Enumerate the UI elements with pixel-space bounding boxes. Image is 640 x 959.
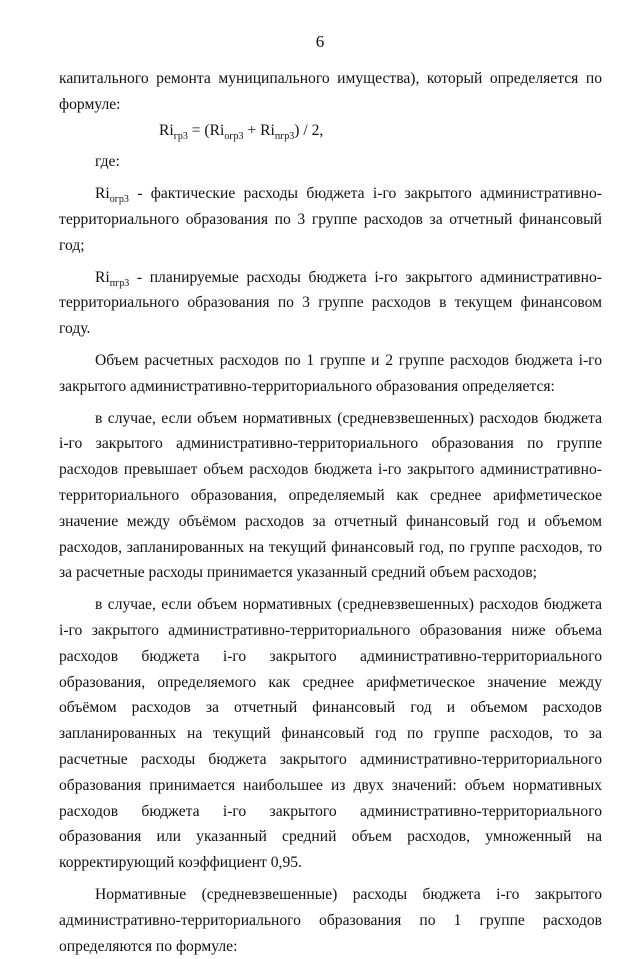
page-number: 6: [315, 32, 325, 51]
paragraph-normative: Нормативные (средневзвешенные) расходы бюджета i-го закрытого административно-территориального образования по 1 группе расходов определяются по формуле:: [59, 885, 602, 955]
def-text: - планируемые расходы бюджета i-го закрытого административно-территориального образования по 3 группе расходов в текущем финансовом году.: [59, 268, 602, 338]
paragraph-case-below: в случае, если объем нормативных (средневзвешенных) расходов бюджета i-го закрытого административно-территориального образования ниже объема расходов бюджета i-го закрытого административно-территориального образования, определяемого как среднее арифметическое значение между объёмом расходов за отчетный финансовый год и объемом расходов запланированных на текущий финансовый год по группе расходов, то за расчетные расходы бюджета закрытого административно-территориального образования принимается наибольшее из двух значений: объем нормативных расходов бюджета i-го закрытого административно-территориального образования или указанный средний объем расходов, умноженный на корректирующий коэффициент 0,95.: [59, 596, 602, 872]
formula-lhs: Ri: [159, 121, 174, 139]
document-body: [59, 66, 602, 959]
def-symbol: Ri: [95, 185, 110, 203]
def-text: - фактические расходы бюджета i-го закрытого административно-территориального образования по 3 группе расходов за отчетный финансовый год;: [59, 185, 602, 254]
def-symbol-sub: огр3: [109, 194, 129, 206]
formula-sub-plan: пгр3: [274, 130, 295, 142]
formula-ri-gr3: [59, 118, 602, 144]
intro-paragraph: капитального ремонта муниципального имущества), который определяется по формуле:: [59, 70, 602, 113]
formula-lhs-sub: гр3: [173, 130, 188, 142]
definition-fact: [59, 181, 602, 258]
formula-part: + Ri: [243, 121, 275, 139]
formula-part: = (Ri: [187, 121, 225, 139]
where-label: где:: [95, 153, 120, 171]
paragraph-case-exceeds: в случае, если объем нормативных (средневзвешенных) расходов бюджета i-го закрытого административно-территориального образования по группе расходов превышает объем расходов бюджета i-го закрытого административно-территориального образования, определяемый как среднее арифметическое значение между объёмом расходов за отчетный финансовый год и объемом расходов, запланированных на текущий финансовый год, по группе расходов, то за расчетные расходы принимается указанный средний объем расходов;: [59, 409, 602, 582]
def-symbol-sub: пгр3: [109, 277, 130, 289]
formula-sub-fact: огр3: [224, 130, 244, 142]
def-symbol: Ri: [95, 268, 110, 286]
paragraph-calc-volume: Объем расчетных расходов по 1 группе и 2 группе расходов бюджета i-го закрытого административно-территориального образования определяется:: [59, 351, 602, 395]
definition-plan: [59, 265, 602, 342]
formula-tail: ) / 2,: [294, 121, 324, 139]
